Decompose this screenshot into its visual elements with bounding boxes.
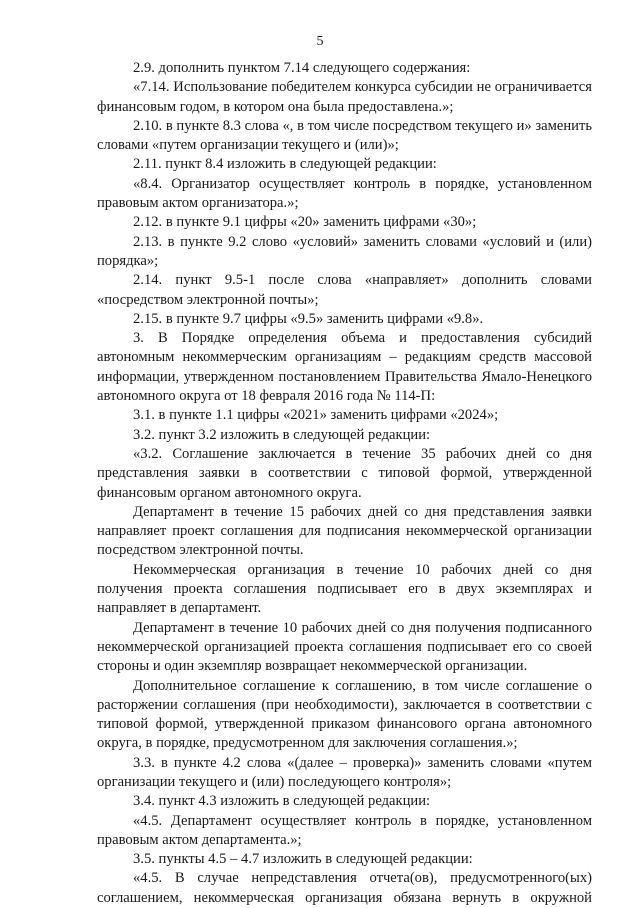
paragraph-3-2: 3.2. пункт 3.2 изложить в следующей редакции: xyxy=(133,426,431,443)
paragraph-additional-agreement: Дополнительное соглашение к соглашению, в том числе соглашение о расторжении соглашения (при необходимости), заключается в соответствии с типовой формой, утвержденной приказом финансового органа автономного округа, в порядке, предусмотренном для заключения соглашения.»; xyxy=(97,677,592,752)
paragraph-2-13: 2.13. в пункте 9.2 слово «условий» заменить словами «условий и (или) порядка»; xyxy=(97,233,592,269)
paragraph-3-4: 3.4. пункт 4.3 изложить в следующей редакции: xyxy=(133,793,431,810)
paragraph-2-14: 2.14. пункт 9.5-1 после слова «направляет» дополнить словами «посредством электронной почты»; xyxy=(97,272,592,308)
paragraph-organization-10-days: Некоммерческая организация в течение 10 рабочих дней со дня получения проекта соглашения подписывает его в двух экземплярах и направляет в департамент. xyxy=(97,561,592,617)
paragraph-3-3: 3.3. в пункте 4.2 слова «(далее – проверка)» заменить словами «путем организации текущего и (или) последующего контроля»; xyxy=(97,754,592,790)
paragraph-department-10-days: Департамент в течение 10 рабочих дней со дня получения подписанного некоммерческой организацией проекта соглашения подписывает его со своей стороны и один экземпляр возвращает некоммерческой организации. xyxy=(97,619,592,675)
paragraph-2-12: 2.12. в пункте 9.1 цифры «20» заменить цифрами «30»; xyxy=(133,214,477,231)
paragraph-quote-4-5-continued: «4.5. В случае непредставления отчета(ов), предусмотренного(ых) соглашением, некоммерческая организация обязана вернуть в окружной xyxy=(97,870,592,906)
paragraph-2-11: 2.11. пункт 8.4 изложить в следующей редакции: xyxy=(133,156,437,173)
paragraph-2-10: 2.10. в пункте 8.3 слова «, в том числе посредством текущего и» заменить словами «путем организации текущего и (или)»; xyxy=(97,117,592,154)
document-body xyxy=(97,59,592,908)
paragraph-3-5: 3.5. пункты 4.5 – 4.7 изложить в следующей редакции: xyxy=(133,851,473,868)
paragraph-quote-4-5: «4.5. Департамент осуществляет контроль в порядке, установленном правовым актом департамента.»; xyxy=(97,812,592,848)
paragraph-department-15-days: Департамент в течение 15 рабочих дней со дня представления заявки направляет проект соглашения для подписания некоммерческой организации посредством электронной почты. xyxy=(97,503,592,559)
paragraph-3-1: 3.1. в пункте 1.1 цифры «2021» заменить цифрами «2024»; xyxy=(133,407,499,424)
paragraph-2-15: 2.15. в пункте 9.7 цифры «9.5» заменить цифрами «9.8». xyxy=(133,310,484,327)
paragraph-quote-3-2: «3.2. Соглашение заключается в течение 35 рабочих дней со дня представления заявки в соответствии с типовой формой, утвержденной финансовым органом автономного округа. xyxy=(97,445,592,501)
paragraph-quote-7-14: «7.14. Использование победителем конкурса субсидии не ограничивается финансовым годом, в котором она была предоставлена.»; xyxy=(97,79,592,115)
paragraph-quote-8-4: «8.4. Организатор осуществляет контроль в порядке, установленном правовым актом организатора.»; xyxy=(97,175,592,212)
paragraph-2-9: 2.9. дополнить пунктом 7.14 следующего содержания: xyxy=(133,60,471,76)
page-number: 5 xyxy=(316,34,324,49)
paragraph-3: 3. В Порядке определения объема и предоставления субсидий автономным некоммерческим организациям – редакциям средств массовой информации, утвержденном постановлением Правительства Ямало-Ненецкого автономного округа от 18 февраля 2016 года № 114-П: xyxy=(97,330,592,405)
